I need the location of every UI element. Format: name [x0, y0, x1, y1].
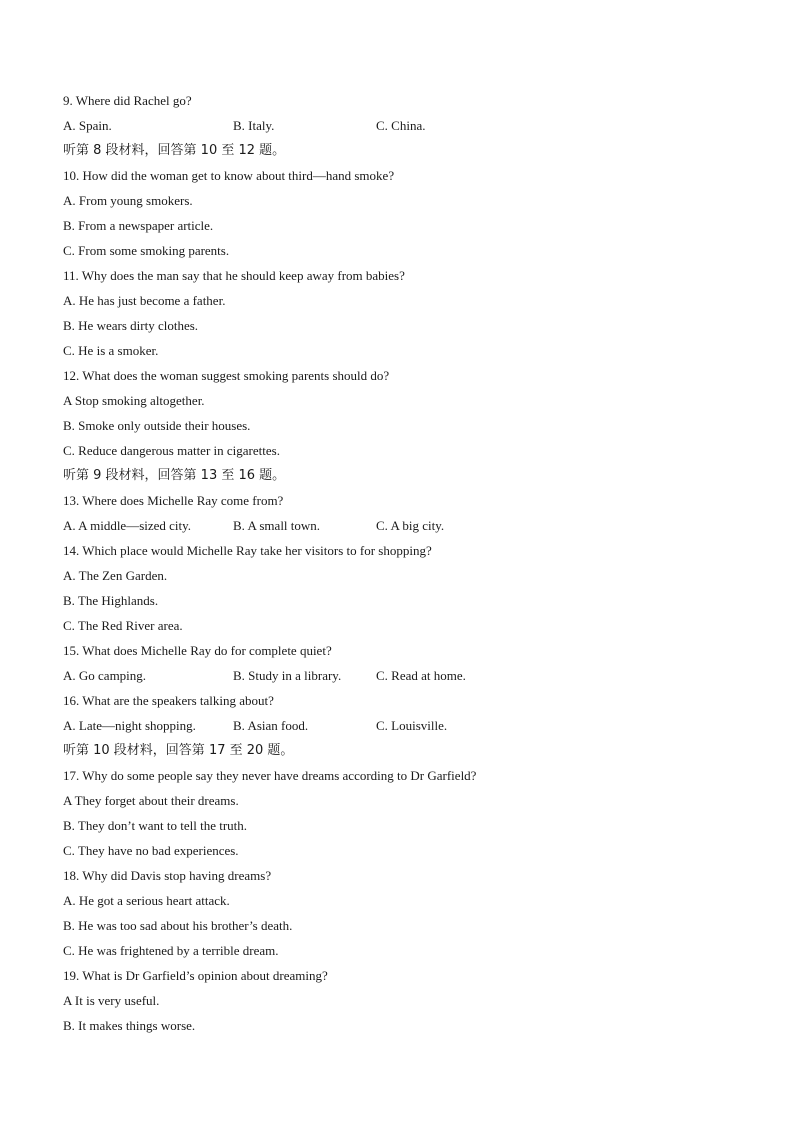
option-a: A. Spain.: [63, 118, 112, 133]
option-a: A. A middle—sized city.: [63, 518, 192, 533]
question-9-options: [63, 113, 753, 138]
option-c: C. He was frightened by a terrible dream.: [63, 943, 279, 958]
option-a: A. The Zen Garden.: [63, 568, 168, 583]
question-17: 17. Why do some people say they never have dreams according to Dr Garfield?: [63, 768, 477, 783]
question-18: 18. Why did Davis stop having dreams?: [63, 868, 272, 883]
option-c: C. They have no bad experiences.: [63, 843, 239, 858]
question-12: 12. What does the woman suggest smoking parents should do?: [63, 368, 390, 383]
section-9-heading: 听第 9 段材料，回答第 13 至 16 题。: [63, 468, 286, 483]
section-10-heading: 听第 10 段材料，回答第 17 至 20 题。: [63, 743, 294, 758]
option-a: A. He has just become a father.: [63, 293, 226, 308]
option-c: C. Read at home.: [376, 668, 466, 683]
option-b: B. They don’t want to tell the truth.: [63, 818, 248, 833]
option-a: A They forget about their dreams.: [63, 793, 239, 808]
option-c: C. The Red River area.: [63, 618, 183, 633]
option-b: B. Asian food.: [233, 718, 309, 733]
option-b: B. From a newspaper article.: [63, 218, 214, 233]
option-b: B. It makes things worse.: [63, 1018, 196, 1033]
option-c: C. From some smoking parents.: [63, 243, 230, 258]
option-a: A. From young smokers.: [63, 193, 193, 208]
option-c: C. Louisville.: [376, 718, 448, 733]
option-b: B. Italy.: [233, 118, 275, 133]
question-15-options: [63, 663, 753, 688]
question-16-options: [63, 713, 753, 738]
question-16: 16. What are the speakers talking about?: [63, 693, 274, 708]
option-c: C. Reduce dangerous matter in cigarettes.: [63, 443, 280, 458]
question-14: 14. Which place would Michelle Ray take her visitors to for shopping?: [63, 543, 432, 558]
option-a: A. He got a serious heart attack.: [63, 893, 230, 908]
section-8-heading: 听第 8 段材料，回答第 10 至 12 题。: [63, 143, 286, 158]
question-10: 10. How did the woman get to know about third—hand smoke?: [63, 168, 395, 183]
option-a: A Stop smoking altogether.: [63, 393, 205, 408]
question-13: 13. Where does Michelle Ray come from?: [63, 493, 284, 508]
option-b: B. Smoke only outside their houses.: [63, 418, 251, 433]
option-b: B. He wears dirty clothes.: [63, 318, 199, 333]
question-11: 11. Why does the man say that he should keep away from babies?: [63, 268, 405, 283]
option-b: B. The Highlands.: [63, 593, 159, 608]
option-c: C. China.: [376, 118, 426, 133]
option-b: B. Study in a library.: [233, 668, 342, 683]
option-a: A. Late—night shopping.: [63, 718, 196, 733]
exam-content: [63, 88, 753, 1038]
option-a: A. Go camping.: [63, 668, 147, 683]
option-c: C. He is a smoker.: [63, 343, 159, 358]
question-15: 15. What does Michelle Ray do for complete quiet?: [63, 643, 332, 658]
option-c: C. A big city.: [376, 518, 445, 533]
question-19: 19. What is Dr Garfield’s opinion about dreaming?: [63, 968, 328, 983]
question-9: 9. Where did Rachel go?: [63, 93, 192, 108]
option-b: B. He was too sad about his brother’s death.: [63, 918, 293, 933]
option-a: A It is very useful.: [63, 993, 160, 1008]
option-b: B. A small town.: [233, 518, 321, 533]
question-13-options: [63, 513, 753, 538]
